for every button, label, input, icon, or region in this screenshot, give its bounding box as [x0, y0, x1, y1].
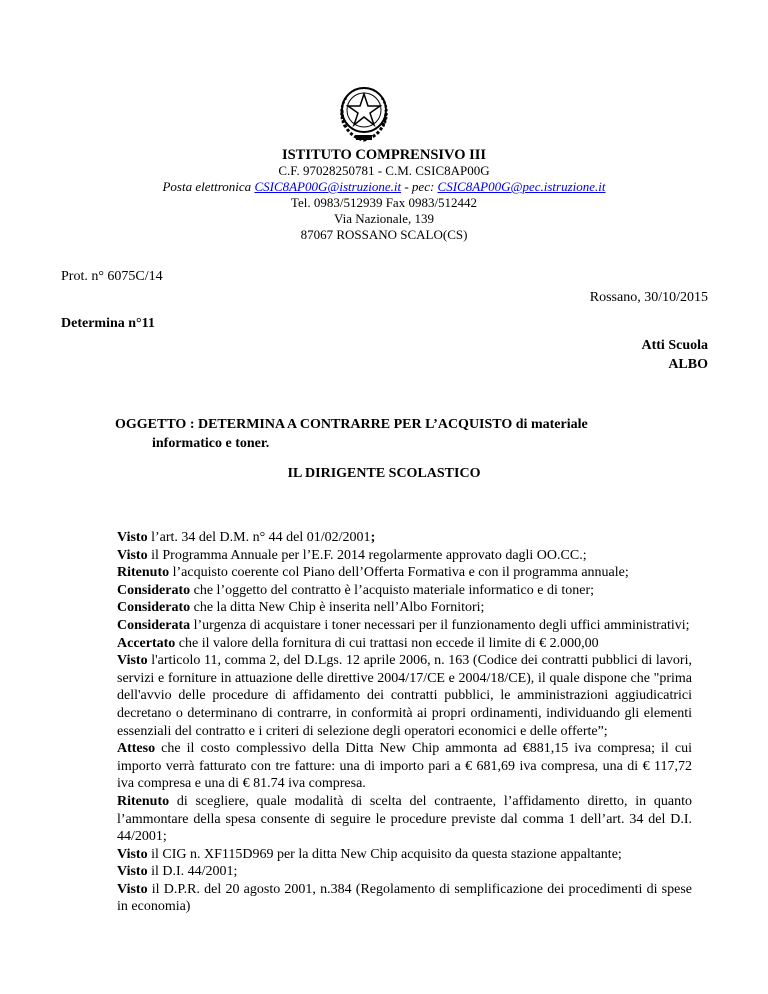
paragraph-lead: Accertato: [117, 635, 176, 651]
paragraph: [117, 635, 692, 653]
paragraph-text: l’art. 34 del D.M. n° 44 del 01/02/2001: [147, 530, 371, 545]
protocol-number: Prot. n° 6075C/14: [61, 269, 163, 284]
paragraph-text: il Programma Annuale per l’E.F. 2014 regolarmente approvato dagli OO.CC.;: [147, 547, 587, 563]
paragraph-text: il D.I. 44/2001;: [147, 864, 238, 880]
paragraph: [117, 846, 692, 864]
paragraph-text: l’urgenza di acquistare i toner necessari per il funzionamento degli uffici amministrativi;: [190, 617, 690, 633]
paragraph-lead: Visto: [117, 547, 148, 563]
phone-fax: Tel. 0983/512939 Fax 0983/512442: [290, 195, 478, 210]
paragraph-text: che il costo complessivo della Ditta New Chip ammonta ad €881,15 iva compresa; il cui importo verrà fatturato con tre fatture: una di importo pari a € 681,69 iva compresa, una di € 117,72 iva compresa e una di € 81.74 iva compresa.: [117, 741, 692, 792]
email-label: Posta elettronica: [162, 179, 255, 194]
paragraph-lead: Visto: [117, 864, 148, 880]
paragraph-text: il CIG n. XF115D969 per la ditta New Chip acquisito da questa stazione appaltante;: [147, 846, 622, 862]
city-address: 87067 ROSSANO SCALO(CS): [300, 227, 468, 242]
paragraph-lead: Considerato: [117, 582, 191, 598]
paragraph-lead: Atteso: [117, 741, 156, 757]
paragraph: [117, 599, 692, 617]
street-address: Via Nazionale, 139: [334, 211, 434, 226]
paragraph-text: di scegliere, quale modalità di scelta del contraente, l’affidamento diretto, in quanto l’ammontare della spesa consente di seguire le procedure previste dal comma 1 dell’art. 34 del D.I. 44/2001;: [117, 793, 692, 845]
paragraph: [117, 881, 692, 916]
paragraph-lead: Visto: [117, 530, 148, 545]
paragraph-text: che l’oggetto del contratto è l’acquisto materiale informatico e di toner;: [190, 582, 595, 598]
paragraph-lead: Considerato: [117, 600, 191, 616]
paragraph-text: che la ditta New Chip è inserita nell’Albo Fornitori;: [190, 600, 485, 616]
paragraph: [117, 547, 692, 565]
pec-link[interactable]: CSIC8AP00G@pec.istruzione.it: [437, 179, 606, 194]
place-date: Rossano, 30/10/2015: [589, 290, 708, 305]
subject-line-1: OGGETTO : DETERMINA A CONTRARRE PER L’ACQUISTO di materiale: [115, 417, 588, 432]
paragraph-lead: Ritenuto: [117, 565, 170, 581]
document-body: [117, 529, 692, 916]
paragraph-lead: Visto: [117, 846, 148, 862]
paragraph: [117, 529, 692, 547]
paragraph: [117, 652, 692, 740]
determina-number: Determina n°11: [61, 316, 155, 331]
paragraph-lead: Ritenuto: [117, 793, 170, 809]
pec-label: - pec:: [401, 179, 438, 194]
paragraph: [117, 564, 692, 582]
paragraph-tail: ;: [370, 530, 376, 545]
paragraph: [117, 740, 692, 793]
subject: [115, 415, 715, 453]
paragraph: [117, 617, 692, 635]
email-link[interactable]: CSIC8AP00G@istruzione.it: [254, 179, 402, 194]
paragraph-text: il D.P.R. del 20 agosto 2001, n.384 (Regolamento di semplificazione dei procedimenti di spese in economia): [117, 881, 692, 915]
school-header: [60, 147, 708, 243]
paragraph-lead: Considerata: [117, 617, 191, 633]
recipient-albo: ALBO: [668, 357, 708, 372]
paragraph-lead: Visto: [117, 881, 148, 897]
recipient-atti-scuola: Atti Scuola: [641, 338, 708, 353]
paragraph-text: l'articolo 11, comma 2, del D.Lgs. 12 aprile 2006, n. 163 (Codice dei contratti pubblici di lavori, servizi e forniture in attuazione delle direttive 2004/17/CE e 2004/18/CE), il quale dispone che "prima dell'avvio delle procedure di affidamento dei contratti pubblici, le amministrazioni aggiudicatrici decretano o determinano di contrarre, in conformità ai propri ordinamenti, individuando gli elementi essenziali del contratto e i criteri di selezione degli operatori economici e delle offerte”;: [117, 653, 692, 739]
director-title: IL DIRIGENTE SCOLASTICO: [287, 466, 481, 481]
school-name: ISTITUTO COMPRENSIVO III: [281, 147, 487, 163]
contact-email-line: [60, 179, 708, 195]
paragraph: [117, 582, 692, 600]
paragraph-text: l’acquisto coerente col Piano dell’Offerta Formativa e con il programma annuale;: [169, 565, 629, 581]
paragraph-lead: Visto: [117, 653, 148, 669]
paragraph-text: che il valore della fornitura di cui trattasi non eccede il limite di € 2.000,00: [175, 635, 599, 651]
paragraph: [117, 793, 692, 846]
school-codes: C.F. 97028250781 - C.M. CSIC8AP00G: [278, 163, 490, 178]
paragraph: [117, 863, 692, 881]
italian-republic-emblem-icon: [334, 80, 394, 144]
subject-line-2: informatico e toner.: [152, 436, 270, 451]
